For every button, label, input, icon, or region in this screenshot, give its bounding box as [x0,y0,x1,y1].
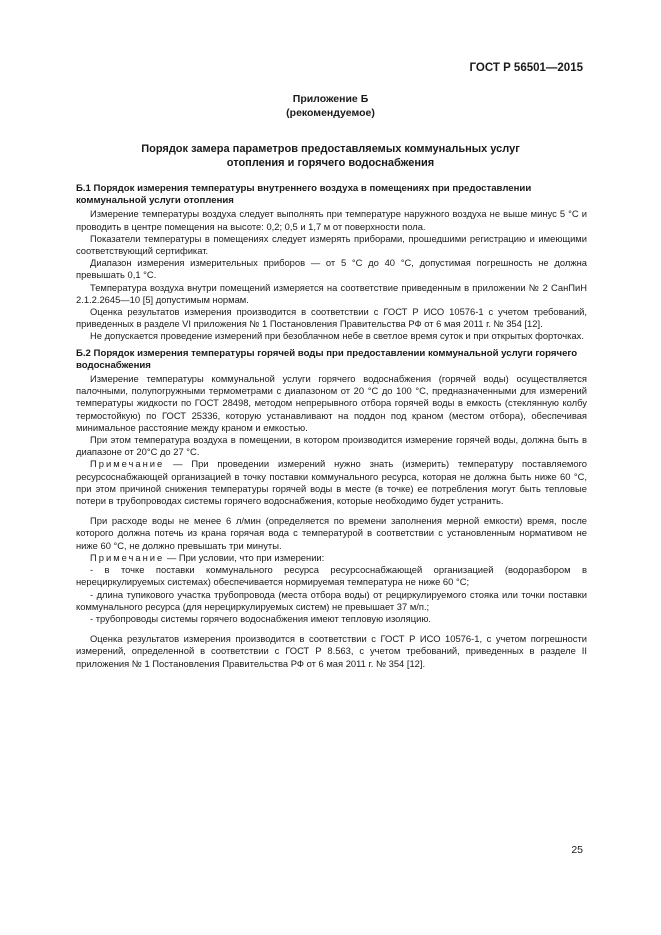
document-code: ГОСТ Р 56501—2015 [469,62,583,74]
appendix-heading [0,92,661,120]
paragraph: Диапазон измерения измерительных приборов — от 5 °С до 40 °С, допустимая погрешность не должна превышать 0,1 °С. [76,257,587,281]
paragraph: Не допускается проведение измерений при безоблачном небе в светлое время суток и при открытых форточках. [90,330,584,342]
section-b2-heading: Б.2 Порядок измерения температуры горячей воды при предоставлении коммунальной услуги горячего водоснабжения [76,347,578,371]
document-body [76,183,587,670]
section-b1-heading: Б.1 Порядок измерения температуры внутреннего воздуха в помещениях при предоставлении коммунальной услуги отопления [76,183,532,207]
section-b2 [76,348,587,670]
list-item: - в точке поставки коммунального ресурса ресурсоснабжающей организацией (водоразбором в нерециркулируемых системах) обеспечивается нормируемая температура не ниже 60 °С; [76,564,587,588]
note-1 [76,458,587,507]
paragraph: Оценка результатов измерения производится в соответствии с ГОСТ Р ИСО 10576-1 с учетом требований, приведенных в разделе VI приложения № 1 Постановления Правительства РФ от 6 мая 2011 г. № 354 [12]. [76,306,587,330]
paragraph: Показатели температуры в помещениях следует измерять приборами, прошедшими регистрацию и имеющими соответствующий сертификат. [76,232,587,257]
main-title [60,142,601,170]
paragraph: Измерение температуры воздуха следует выполнять при температуре наружного воздуха не выше минус 5 °С и проводить в центре помещения на высоте: 0,2; 0,5 и 1,7 м от поверхности пола. [76,208,587,232]
note-text: — При проведении измерений нужно знать (измерить) температуру поставляемого ресурсоснабжающей организацией в точку поставки коммунального ресурса, которая не должна быть ниже 60 °С, при этом причиной снижения температуры горячей воды в месте (в точке) ее потребления могут быть тепловые потери в трубопроводах системы горячего водоснабжения, которые необходимо будет устранить. [76,458,587,507]
section-b1 [76,183,587,343]
paragraph: Измерение температуры коммунальной услуги горячего водоснабжения (горячей воды) осуществляется палочными, полупогружными термометрами с диапазоном от 20 °С до 100 °С, предназначенными для измерений температуры жидкости по ГОСТ 28498, методом непрерывного отбора горячей воды в емкость (стеклянную колбу термостойкую) по ГОСТ 25336, которую устанавливают на поддон под краном (местом отбора), обеспечивая минимальное расстояние между краном и емкостью. [76,373,587,433]
paragraph: При расходе воды не менее 6 л/мин (определяется по времени заполнения мерной емкости) время, после которого должна потечь из крана горячая вода с температурой в соответствии с установленным нормативом не ниже 60 °С, не должно превышать три минуты. [76,515,587,551]
paragraph: При этом температура воздуха в помещении, в котором производится измерение горячей воды, должна быть в диапазоне от 20°С до 27 °С. [76,434,587,458]
note-label: Примечание [90,458,165,470]
note-text: — При условии, что при измерении: [164,551,325,563]
page-number: 25 [571,844,583,856]
paragraph: Оценка результатов измерения производится в соответствии с ГОСТ Р ИСО 10576-1, с учетом погрешности измерений, определенной в соответствии с ГОСТ Р 8.563, с учетом требований, приведенных в разделе II приложения № 1 Постановления Правительства РФ от 6 мая 2011 г. № 354 [12]. [76,633,587,669]
main-title-line2: отопления и горячего водоснабжения [226,157,435,169]
paragraph: Температура воздуха внутри помещений измеряется на соответствие приведенным в приложении № 2 СанПиН 2.1.2.2645—10 [5] допустимым нормам. [76,281,587,305]
main-title-line1: Порядок замера параметров предоставляемых коммунальных услуг [141,143,520,155]
appendix-subtitle: (рекомендуемое) [286,107,375,119]
appendix-title: Приложение Б [292,93,369,105]
list-item: - длина тупикового участка трубопровода (места отбора воды) от рециркулируемого стояка или точки поставки коммунального ресурса (для нерециркулируемых систем) не превышает 37 м/п.; [76,588,587,612]
list-item: - трубопроводы системы горячего водоснабжения имеют тепловую изоляцию. [90,612,431,624]
note-label: Примечание [90,551,165,563]
note-2 [76,552,587,564]
